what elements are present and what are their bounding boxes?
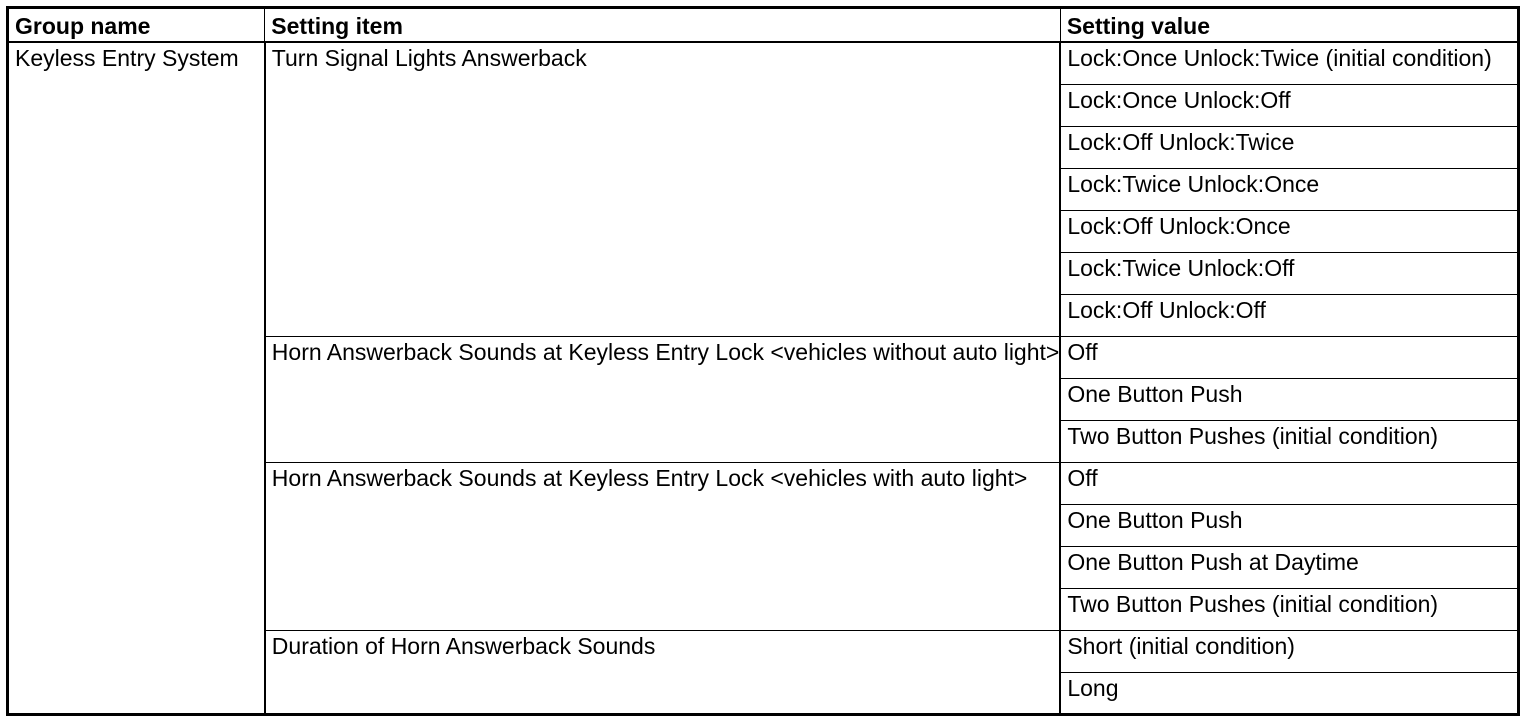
setting-value-cell: Off (1060, 336, 1518, 378)
setting-value-cell: Lock:Off Unlock:Off (1060, 294, 1518, 336)
setting-value-cell: Off (1060, 462, 1518, 504)
header-setting-value: Setting value (1060, 8, 1518, 43)
setting-item-cell: Turn Signal Lights Answerback (265, 42, 1061, 336)
setting-value-cell: Lock:Twice Unlock:Once (1060, 168, 1518, 210)
setting-value-cell: Long (1067, 674, 1119, 701)
header-group-name: Group name (8, 8, 265, 43)
header-row (8, 8, 1519, 43)
table-body (8, 42, 1519, 714)
setting-value-cell: One Button Push (1060, 378, 1518, 420)
setting-item-cell: Duration of Horn Answerback Sounds (265, 630, 1061, 714)
setting-value-cell: Lock:Off Unlock:Once (1060, 210, 1518, 252)
setting-value-cell: Lock:Off Unlock:Twice (1060, 126, 1518, 168)
header-setting-item: Setting item (265, 8, 1061, 43)
table-row (8, 42, 1519, 84)
group-name-cell: Keyless Entry System (8, 42, 265, 714)
setting-value-cell: One Button Push at Daytime (1060, 546, 1518, 588)
setting-value-cell: Two Button Pushes (initial condition) (1060, 588, 1518, 630)
setting-value-cell: Short (initial condition) (1060, 630, 1518, 672)
table-header (8, 8, 1519, 43)
setting-value-cell: Lock:Once Unlock:Twice (initial condition) (1060, 42, 1518, 84)
setting-value-cell: One Button Push (1060, 504, 1518, 546)
setting-value-cell: Two Button Pushes (initial condition) (1060, 420, 1518, 462)
setting-value-cell: Lock:Once Unlock:Off (1060, 84, 1518, 126)
settings-table (6, 6, 1520, 716)
setting-item-cell: Horn Answerback Sounds at Keyless Entry Lock <vehicles without auto light> (265, 336, 1061, 462)
setting-value-cell: Lock:Twice Unlock:Off (1060, 252, 1518, 294)
setting-item-cell: Horn Answerback Sounds at Keyless Entry Lock <vehicles with auto light> (265, 462, 1061, 630)
